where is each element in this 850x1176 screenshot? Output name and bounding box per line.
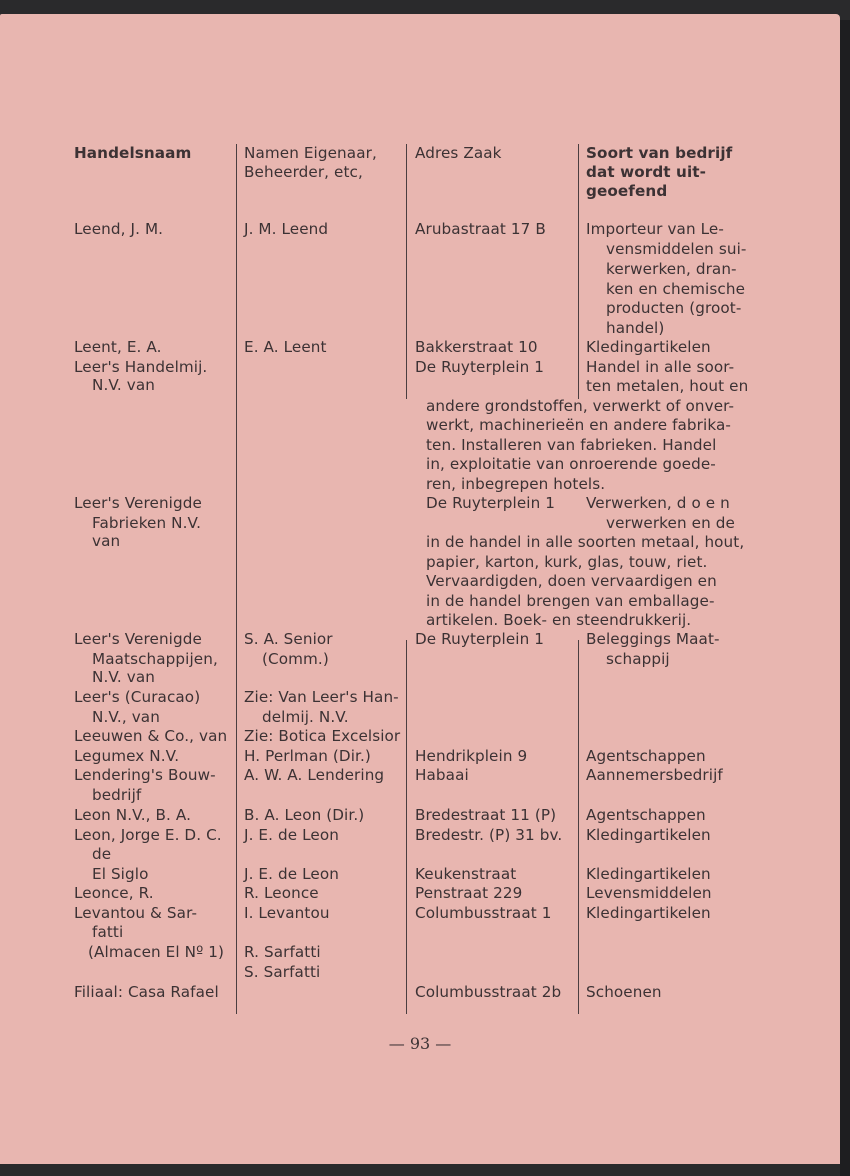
business-type-line: Agentschappen: [586, 806, 706, 824]
header-namen-eigenaar-2: Beheerder, etc,: [244, 163, 363, 181]
header-soort-bedrijf-2: dat wordt uit-: [586, 163, 707, 181]
trade-name-line: Legumex N.V.: [74, 747, 180, 765]
owner-name-line: I. Levantou: [244, 904, 330, 922]
address-line: Bakkerstraat 10: [415, 338, 538, 356]
page-edge-shadow: [840, 20, 850, 1176]
owner-name-line: H. Perlman (Dir.): [244, 747, 371, 765]
trade-name-line: El Siglo: [92, 865, 149, 883]
trade-name-line: de: [92, 845, 112, 863]
description-line: in de handel brengen van emballage-: [426, 592, 715, 610]
description-line: Vervaardigden, doen vervaardigen en: [426, 572, 717, 590]
business-type-line: handel): [606, 319, 665, 337]
address-line: De Ruyterplein 1: [426, 494, 556, 512]
business-type-line: kerwerken, dran-: [606, 260, 737, 278]
header-soort-bedrijf-3: geoefend: [586, 182, 668, 200]
business-type-line: verwerken en de: [606, 514, 735, 532]
column-rule-3a: [578, 144, 579, 399]
owner-name-line: delmij. N.V.: [262, 708, 349, 726]
business-type-line: Schoenen: [586, 983, 662, 1001]
address-line: Columbusstraat 2b: [415, 983, 562, 1001]
description-line: in de handel in alle soorten metaal, hout,: [426, 533, 745, 551]
business-type-line: Beleggings Maat-: [586, 630, 720, 648]
address-line: Keukenstraat: [415, 865, 517, 883]
address-line: Habaai: [415, 766, 469, 784]
trade-name-line: Leonce, R.: [74, 884, 154, 902]
owner-name-line: B. A. Leon (Dir.): [244, 806, 365, 824]
header-namen-eigenaar-1: Namen Eigenaar,: [244, 144, 377, 162]
owner-name-line: S. A. Senior: [244, 630, 333, 648]
business-type-line: Handel in alle soor-: [586, 358, 735, 376]
trade-name-line: Leer's (Curacao): [74, 688, 201, 706]
page-number: — 93 —: [388, 1034, 452, 1053]
business-type-line: Kledingartikelen: [586, 826, 711, 844]
description-line: ren, inbegrepen hotels.: [426, 475, 606, 493]
address-line: Penstraat 229: [415, 884, 523, 902]
trade-name-line: N.V. van: [92, 668, 155, 686]
column-rule-2b: [406, 640, 407, 1014]
description-line: artikelen. Boek- en steendrukkerij.: [426, 611, 692, 629]
owner-name-line: J. E. de Leon: [244, 826, 339, 844]
business-type-line: schappij: [606, 650, 670, 668]
description-line: papier, karton, kurk, glas, touw, riet.: [426, 553, 708, 571]
column-rule-1: [236, 144, 237, 1014]
trade-name-line: Maatschappijen,: [92, 650, 218, 668]
address-line: Columbusstraat 1: [415, 904, 552, 922]
description-line: in, exploitatie van onroerende goede-: [426, 455, 716, 473]
trade-name-line: Leer's Verenigde: [74, 630, 202, 648]
business-type-line: Verwerken, d o e n: [586, 494, 730, 512]
trade-name-line: Leer's Verenigde: [74, 494, 202, 512]
trade-name-line: bedrijf: [92, 786, 142, 804]
trade-name-line: Lendering's Bouw-: [74, 766, 216, 784]
owner-name-line: E. A. Leent: [244, 338, 327, 356]
description-line: ten. Installeren van fabrieken. Handel: [426, 436, 717, 454]
owner-name-line: J. E. de Leon: [244, 865, 339, 883]
business-type-line: Kledingartikelen: [586, 338, 711, 356]
header-handelsnaam: Handelsnaam: [74, 144, 192, 162]
owner-name-line: A. W. A. Lendering: [244, 766, 385, 784]
trade-name-line: fatti: [92, 923, 124, 941]
owner-name-line: Zie: Van Leer's Han-: [244, 688, 399, 706]
column-rule-2a: [406, 144, 407, 399]
trade-name-line: Leeuwen & Co., van: [74, 727, 228, 745]
address-line: De Ruyterplein 1: [415, 630, 545, 648]
address-line: De Ruyterplein 1: [415, 358, 545, 376]
trade-name-line: Leon N.V., B. A.: [74, 806, 192, 824]
owner-name-line: R. Leonce: [244, 884, 319, 902]
business-type-line: Agentschappen: [586, 747, 706, 765]
business-type-line: Kledingartikelen: [586, 904, 711, 922]
trade-name-line: Fabrieken N.V.: [92, 514, 201, 532]
business-type-line: Importeur van Le-: [586, 220, 724, 238]
owner-name-line: (Comm.): [262, 650, 329, 668]
trade-name-line: (Almacen El Nº 1): [88, 943, 225, 961]
owner-name-line: J. M. Leend: [244, 220, 329, 238]
address-line: Bredestr. (P) 31 bv.: [415, 826, 563, 844]
trade-name-line: Levantou & Sar-: [74, 904, 198, 922]
owner-name-line: S. Sarfatti: [244, 963, 321, 981]
owner-name-line: Zie: Botica Excelsior: [244, 727, 401, 745]
header-soort-bedrijf-1: Soort van bedrijf: [586, 144, 733, 162]
trade-name-line: Leon, Jorge E. D. C.: [74, 826, 222, 844]
business-type-line: Kledingartikelen: [586, 865, 711, 883]
address-line: Arubastraat 17 B: [415, 220, 546, 238]
trade-name-line: N.V. van: [92, 376, 155, 394]
trade-name-line: N.V., van: [92, 708, 160, 726]
trade-name-line: Leer's Handelmij.: [74, 358, 208, 376]
address-line: Bredestraat 11 (P): [415, 806, 557, 824]
business-type-line: ten metalen, hout en: [586, 377, 749, 395]
header-adres-zaak: Adres Zaak: [415, 144, 502, 162]
description-line: werkt, machinerieën en andere fabrika-: [426, 416, 731, 434]
column-rule-3b: [578, 640, 579, 1014]
owner-name-line: R. Sarfatti: [244, 943, 321, 961]
trade-name-line: Leent, E. A.: [74, 338, 162, 356]
document-page: [0, 14, 840, 1164]
address-line: Hendrikplein 9: [415, 747, 528, 765]
business-type-line: vensmiddelen sui-: [606, 240, 747, 258]
business-type-line: ken en chemische: [606, 280, 746, 298]
trade-name-line: Leend, J. M.: [74, 220, 164, 238]
business-type-line: Levensmiddelen: [586, 884, 712, 902]
business-type-line: producten (groot-: [606, 299, 742, 317]
trade-name-line: Filiaal: Casa Rafael: [74, 983, 219, 1001]
trade-name-line: van: [92, 532, 121, 550]
business-type-line: Aannemersbedrijf: [586, 766, 723, 784]
description-line: andere grondstoffen, verwerkt of onver-: [426, 397, 735, 415]
